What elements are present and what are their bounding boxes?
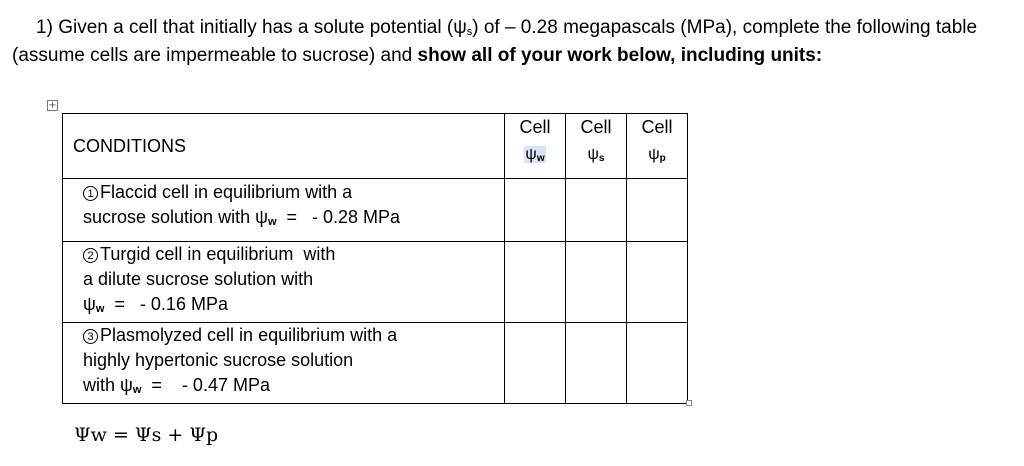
condition-line: with $\psi_w$ = - 0.47 MPa: [83, 375, 270, 396]
answer-cell-2-psi-p[interactable]: [627, 242, 688, 323]
condition-cell-3: [63, 323, 505, 404]
water-potential-equation: Ψw = Ψs + Ψp: [74, 424, 219, 446]
circled-number-2: 2: [83, 248, 98, 263]
question-text: [12, 16, 1012, 67]
header-cell-psi-p: [627, 114, 688, 179]
table-resize-handle[interactable]: [686, 400, 692, 406]
psi-subscript: s: [466, 26, 473, 38]
table-row: [63, 242, 688, 323]
conditions-table: [62, 113, 688, 404]
header-cell-psi-s: [566, 114, 627, 179]
answer-cell-2-psi-w[interactable]: [505, 242, 566, 323]
question-number: 1): [36, 17, 53, 38]
condition-line: highly hypertonic sucrose solution: [83, 350, 354, 370]
condition-line: $\psi_w$ = - 0.16 MPa: [83, 294, 228, 315]
header-cell-label: Cell: [641, 117, 673, 137]
header-cell-label: Cell: [519, 117, 551, 137]
condition-line: 3 Plasmolyzed cell in equilibrium with a: [73, 323, 504, 348]
table-header-row: [63, 114, 688, 179]
answer-cell-1-psi-s[interactable]: [566, 179, 627, 242]
circled-number-3: 3: [83, 329, 98, 344]
condition-cell-2: [63, 242, 505, 323]
header-psi-w: $\psi_w$: [525, 146, 545, 164]
circled-number-1: 1: [83, 186, 98, 201]
table-row: [63, 323, 688, 404]
conditions-header-label: CONDITIONS: [73, 135, 187, 156]
answer-cell-1-psi-w[interactable]: [505, 179, 566, 242]
header-cell-psi-w: [505, 114, 566, 179]
psi-symbol: ψ: [453, 17, 467, 38]
question-text-colon: :: [815, 45, 823, 66]
question-bold-instruction: show all of your work below, including units: [417, 45, 816, 66]
condition-line: 1 Flaccid cell in equilibrium with a: [73, 180, 504, 205]
question-text-part1: Given a cell that initially has a solute potential (: [58, 17, 454, 38]
answer-cell-3-psi-w[interactable]: [505, 323, 566, 404]
table-move-handle-icon[interactable]: +: [48, 100, 57, 111]
answer-cell-3-psi-s[interactable]: [566, 323, 627, 404]
question-text-part2: ) of – 0.28 megapascals (MPa), complete the following table (assume cells are impermeable to sucrose) and: [12, 17, 978, 66]
answer-cell-2-psi-s[interactable]: [566, 242, 627, 323]
answer-cell-3-psi-p[interactable]: [627, 323, 688, 404]
condition-line: 2 Turgid cell in equilibrium with: [73, 242, 504, 267]
condition-line: sucrose solution with $\psi_w$ = - 0.28 MPa: [83, 207, 401, 228]
header-psi-s: $\psi_s$: [587, 146, 605, 164]
answer-cell-1-psi-p[interactable]: [627, 179, 688, 242]
condition-line: a dilute sucrose solution with: [83, 269, 314, 289]
condition-cell-1: [63, 179, 505, 242]
header-psi-p: $\psi_p$: [648, 146, 666, 164]
conditions-header: [63, 114, 505, 179]
header-cell-label: Cell: [580, 117, 612, 137]
table-row: [63, 179, 688, 242]
